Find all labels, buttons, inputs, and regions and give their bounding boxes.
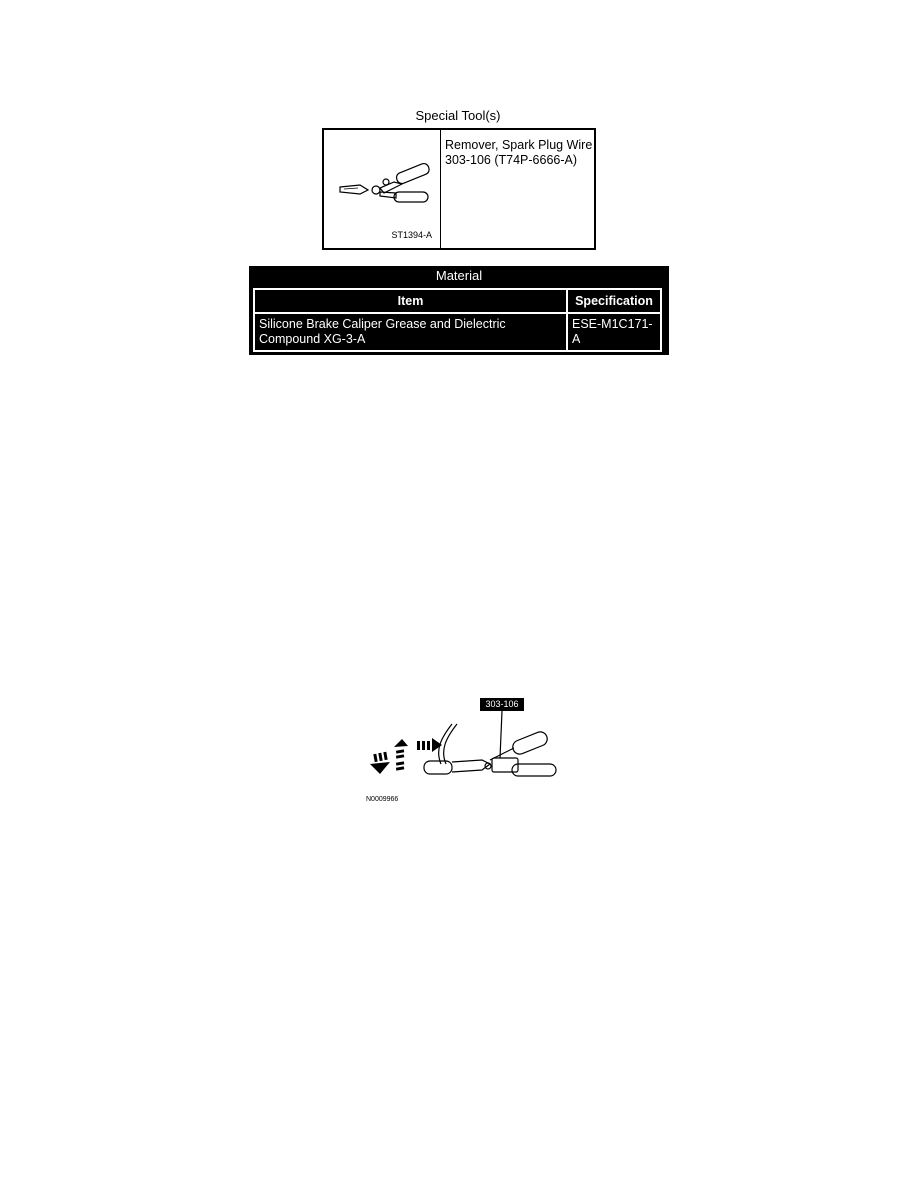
procedure-figure — [362, 698, 572, 813]
tool-figure-code: ST1394-A — [391, 230, 432, 240]
material-spec-cell: ESE-M1C171-A — [567, 313, 661, 351]
material-table — [253, 288, 662, 352]
tool-image-cell — [324, 130, 441, 248]
tool-number: 303-106 (T74P-6666-A) — [445, 153, 578, 167]
table-row — [254, 313, 661, 351]
tool-name: Remover, Spark Plug Wire — [445, 138, 593, 152]
material-item-cell: Silicone Brake Caliper Grease and Dielectric Compound XG-3-A — [254, 313, 567, 351]
spark-plug-wire-removal-illustration — [362, 698, 572, 793]
figure-tool-label: 303-106 — [480, 698, 524, 711]
special-tools-heading: Special Tool(s) — [415, 108, 501, 123]
column-header-specification: Specification — [567, 289, 661, 313]
column-header-item: Item — [254, 289, 567, 313]
special-tool-table — [322, 128, 596, 250]
tool-description — [445, 138, 593, 168]
material-header-row — [254, 289, 661, 313]
material-title: Material — [435, 268, 483, 283]
figure-code: N0009966 — [366, 796, 399, 803]
material-table-box — [249, 266, 669, 355]
